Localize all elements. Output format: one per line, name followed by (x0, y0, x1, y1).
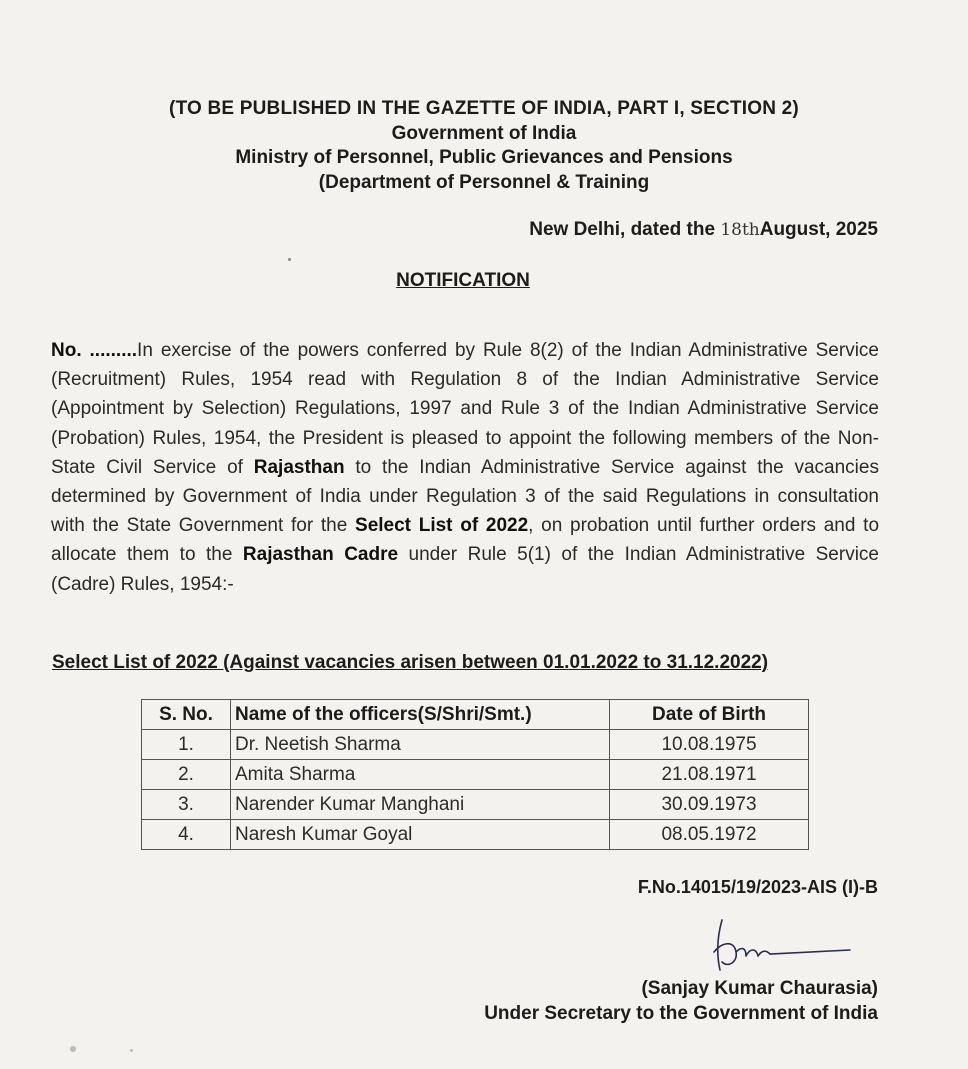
table-row (142, 790, 809, 820)
cell-name: Naresh Kumar Goyal (231, 820, 610, 850)
scan-speck (130, 1049, 133, 1052)
table-row (142, 820, 809, 850)
file-number: F.No.14015/19/2023-AIS (I)-B (637, 877, 878, 897)
cell-name: Dr. Neetish Sharma (231, 730, 610, 760)
cell-sno: 2. (142, 760, 231, 790)
body-part-3: , on probation until further orders and to allocate them to the (51, 515, 880, 566)
select-list-heading: Select List of 2022 (Against vacancies arisen between 01.01.2022 to 31.12.2022) (52, 652, 769, 673)
table-header-row (142, 700, 809, 730)
signature (700, 912, 870, 982)
cell-dob: 21.08.1971 (610, 760, 809, 790)
notification-title: NOTIFICATION (396, 270, 530, 291)
notification-body (51, 336, 879, 599)
scan-speck (70, 1046, 76, 1052)
cell-dob: 10.08.1975 (610, 730, 809, 760)
cadre-name: Rajasthan Cadre (242, 544, 399, 566)
cell-sno: 1. (142, 730, 231, 760)
dateline-day: 18th (720, 220, 760, 240)
government-line: Government of India (391, 123, 577, 144)
dateline-suffix: August, 2025 (759, 219, 878, 240)
signatory-name: (Sanjay Kumar Chaurasia) (641, 978, 878, 999)
department-line: (Department of Personnel & Training (318, 172, 650, 193)
header-dob: Date of Birth (610, 700, 809, 730)
gazette-line: (TO BE PUBLISHED IN THE GAZETTE OF INDIA, PART I, SECTION 2) (169, 98, 799, 119)
state-name: Rajasthan (253, 456, 345, 478)
cell-dob: 08.05.1972 (610, 820, 809, 850)
scan-speck (288, 258, 291, 261)
cell-name: Amita Sharma (231, 760, 610, 790)
dateline-prefix: New Delhi, dated the (529, 219, 721, 240)
header-sno: S. No. (142, 700, 231, 730)
dateline (529, 219, 878, 241)
officers-table (141, 699, 809, 850)
body-part-2: to the Indian Administrative Service against the vacancies determined by Government of India under Regulation 3 of the said Regulations in consultation with the State Government for the (51, 456, 879, 537)
cell-sno: 4. (142, 820, 231, 850)
select-list-ref: Select List of 2022 (355, 515, 529, 537)
header-name: Name of the officers(S/Shri/Smt.) (231, 700, 610, 730)
notification-number: No. ......... (51, 340, 138, 361)
signatory-designation: Under Secretary to the Government of India (484, 1003, 878, 1024)
body-part-1: In exercise of the powers conferred by Rule 8(2) of the Indian Administrative Service (Recruitment) Rules, 1954 read with Regulation 8 of the Indian Administrative Service (Appointment by Selection) Regulations, 1997 and Rule 3 of the Indian Administrative Service (Probation) Rules, 1954, the President is pleased to appoint the following members of the Non-State Civil Service of (51, 340, 879, 478)
cell-sno: 3. (142, 790, 231, 820)
body-part-4: under Rule 5(1) of the Indian Administrative Service (Cadre) Rules, 1954:- (51, 544, 879, 595)
ministry-line: Ministry of Personnel, Public Grievances and Pensions (235, 147, 733, 168)
table-row (142, 760, 809, 790)
cell-name: Narender Kumar Manghani (231, 790, 610, 820)
cell-dob: 30.09.1973 (610, 790, 809, 820)
table-row (142, 730, 809, 760)
